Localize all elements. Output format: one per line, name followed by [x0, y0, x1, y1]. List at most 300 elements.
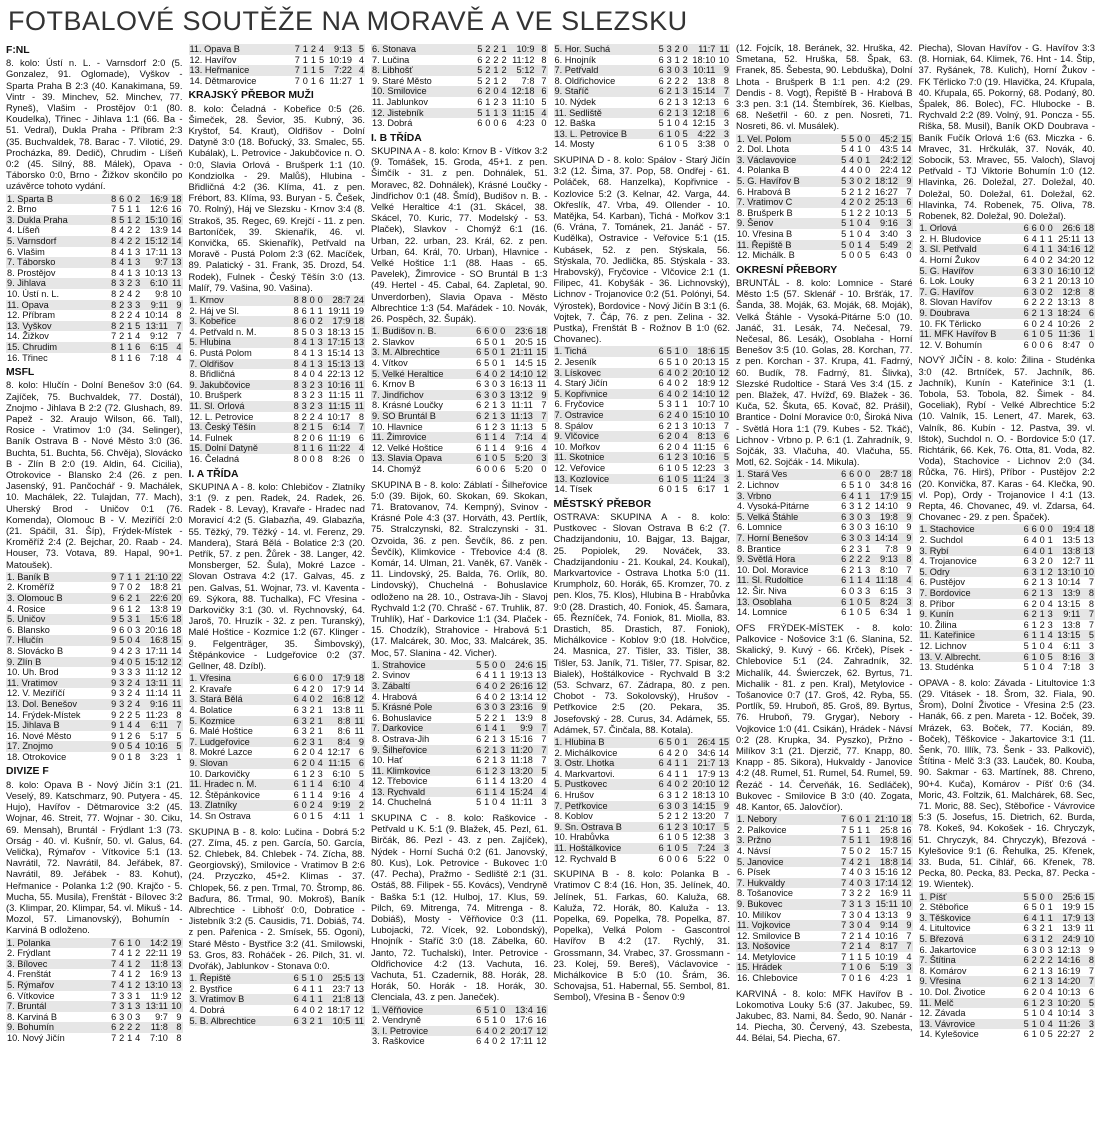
- table-cell: 3: [119, 677, 125, 688]
- table-row: [554, 389, 731, 400]
- table-cell: 6: [293, 715, 299, 726]
- table-cell: 0: [492, 336, 498, 347]
- table-cell: 1: [309, 305, 315, 316]
- table-cell: 3: [723, 462, 729, 473]
- table-cell: 6: [293, 789, 299, 800]
- table-cell: 0: [492, 702, 498, 713]
- table-cell: 3: [1047, 577, 1053, 588]
- team-name: 3. Dukla Praha: [6, 215, 109, 226]
- table-cell: 24:6: [506, 660, 534, 671]
- table-cell: 9: [906, 501, 912, 512]
- table-cell: 7: [841, 877, 847, 888]
- table-row: [371, 400, 548, 411]
- table-row: [371, 86, 548, 97]
- table-cell: 3: [119, 1001, 125, 1012]
- team-name: 6. Stonava: [371, 44, 475, 55]
- table-cell: 1: [857, 490, 863, 501]
- page-headline: FOTBALOVÉ SOUTĚŽE NA MORAVĚ A VE SLEZSKU: [8, 6, 688, 36]
- table-row: [919, 287, 1096, 298]
- table-cell: 1: [493, 75, 499, 86]
- table-cell: 0: [119, 741, 125, 752]
- table-cell: 16:9: [150, 969, 168, 980]
- results-paragraph: Piecha), Slovan Havířov - G. Havířov 3:3 (8. Horniak, 64. Klimek, 76. Hnt - 14. Štip, 37. Ryšánek, 78. Kulich), Horní Žukov - FK Těrlicko 7:0 (19. Hlavička, 24. Křupala, 40. Křupala, 65. Pokorný, 68. Podaný, 80. Špalek, 86. Bolec), FC. Hlubocke - B. Rychvald 2:2 (89. Volný, 91. Poncza - 55. Riška, 58. Musil), Baník OKD Doubrava - Baník Fučík Orlová 1:6 (63. Miczka - 6. Mravec, 31. Hrčkulák, 37. Novák, 40. Sobocik, 53. Mravec, 55. Valoch), Slavoj Petřvald - TJ Viktorie Bohumín 1:0 (12. Hlavinka, 26. Doležal, 27. Doležal, 40. Doležal, 50. Doležal, 61. Doležal, 62. Hlavinka, 74. Robenek, 75. Oliva, 78. Robenek, 82. Doležal, 90. Doležal).: [918, 42, 1095, 222]
- table-row: [371, 734, 548, 745]
- table-cell: 9:13: [871, 554, 899, 565]
- table-cell: 6: [899, 197, 913, 208]
- team-name: 12. Závada: [919, 1008, 966, 1019]
- table-cell: 11:15: [693, 441, 716, 452]
- team-name: 5. Kopřivnice: [554, 389, 657, 400]
- table-cell: 1: [492, 776, 498, 787]
- team-name: 6. Blansko: [7, 624, 50, 635]
- table-row: [554, 421, 731, 432]
- table-cell: 21:10: [871, 814, 899, 825]
- table-cell: 5: [119, 214, 125, 225]
- table-cell: 6: [849, 469, 855, 480]
- table-row: [189, 348, 366, 359]
- table-cell: 10:17: [327, 411, 351, 422]
- table-cell: 0: [865, 133, 871, 144]
- table-cell: 4: [541, 442, 547, 453]
- table-cell: 13:8: [332, 704, 351, 715]
- team-name: 11. Vojkovice: [736, 920, 839, 931]
- table-cell: 2: [484, 755, 490, 766]
- table-cell: 16: [171, 204, 182, 215]
- team-name: 12. L. Petrovice: [189, 411, 254, 422]
- table-cell: 1: [1047, 545, 1053, 556]
- table-cell: 6: [1023, 318, 1029, 329]
- table-cell: 2: [674, 747, 680, 758]
- table-cell: 8:47: [1062, 339, 1081, 350]
- team-name: 9. Staříč: [554, 86, 657, 97]
- team-name: 12. Rychvald B: [554, 853, 617, 864]
- table-row: [736, 607, 913, 618]
- table-cell: 18:24: [1054, 308, 1082, 319]
- news-column: [919, 42, 1096, 1120]
- table-cell: 7: [111, 1032, 117, 1043]
- team-name: 13. Zlatníky: [189, 800, 292, 811]
- table-cell: 5: [317, 422, 323, 433]
- table-row: [6, 247, 183, 258]
- table-cell: 1: [492, 400, 498, 411]
- table-row: [919, 892, 1096, 903]
- table-cell: 7: [111, 969, 117, 980]
- table-cell: 4: [849, 877, 855, 888]
- table-cell: 6: [476, 357, 482, 368]
- table-cell: 6: [658, 409, 664, 420]
- team-name: 4. Líšeň: [7, 225, 40, 236]
- table-cell: 7: [111, 937, 117, 948]
- table-cell: 7: [1088, 577, 1094, 588]
- table-cell: 8: [111, 267, 117, 278]
- team-name: 2. Bystřice: [189, 983, 233, 994]
- team-name: 10. Mořkov: [554, 441, 600, 452]
- table-cell: 0: [127, 624, 133, 635]
- table-cell: 4: [682, 441, 688, 452]
- table-cell: 1: [1039, 577, 1045, 588]
- table-cell: 10:13: [692, 420, 716, 431]
- table-cell: 8: [1081, 287, 1095, 298]
- table-cell: 5:20: [515, 463, 533, 474]
- table-cell: 6: [658, 832, 664, 843]
- table-cell: 12: [716, 389, 730, 400]
- team-name: 3. Vratimov B: [189, 994, 292, 1005]
- team-name: 15. Hrádek: [736, 962, 839, 973]
- table-cell: 12: [536, 1036, 547, 1047]
- team-name: 2. Frýdlant: [7, 948, 51, 959]
- table-cell: 15: [716, 737, 730, 748]
- table-cell: 5: [353, 44, 365, 55]
- table-cell: 2: [849, 564, 855, 575]
- table-cell: 11: [901, 888, 912, 899]
- table-cell: 0: [500, 326, 506, 337]
- table-cell: 21:7: [689, 758, 717, 769]
- table-cell: 4: [849, 856, 855, 867]
- table-cell: 18:17: [327, 1004, 351, 1015]
- table-cell: 8: [293, 305, 299, 316]
- table-cell: 0: [1039, 339, 1045, 350]
- table-cell: 18: [171, 624, 182, 635]
- table-cell: 3: [135, 667, 141, 678]
- table-cell: 0: [682, 409, 688, 420]
- table-cell: 10: [169, 1001, 183, 1012]
- table-row: [371, 76, 548, 87]
- table-row: [554, 346, 731, 357]
- table-cell: 3: [317, 400, 323, 411]
- table-cell: 1: [857, 480, 863, 490]
- table-cell: 5:20: [506, 453, 534, 464]
- table-cell: 7: [111, 979, 117, 990]
- table-cell: 2: [351, 800, 365, 811]
- table-cell: 2: [301, 422, 307, 433]
- table-cell: 10:5: [324, 1016, 352, 1027]
- table-cell: 15: [899, 134, 913, 145]
- table-cell: 7: [906, 930, 912, 941]
- table-cell: 13: [718, 768, 729, 779]
- team-name: 11. Opava: [6, 300, 109, 311]
- table-cell: 19: [171, 948, 182, 959]
- table-cell: 13:4: [506, 1005, 534, 1016]
- table-cell: 14: [171, 645, 182, 656]
- table-cell: 1: [119, 341, 125, 352]
- table-cell: 5:22: [697, 853, 716, 864]
- table-cell: 11:8: [141, 959, 169, 970]
- table-cell: 5: [849, 824, 855, 835]
- table-cell: 4: [119, 225, 125, 236]
- table-cell: 11: [351, 716, 365, 727]
- table-cell: 6: [1081, 308, 1095, 319]
- table-cell: 12:18: [689, 108, 717, 119]
- table-cell: 9: [111, 688, 117, 699]
- team-name: 4. Dobrá: [189, 1004, 225, 1015]
- table-cell: 18: [351, 316, 365, 327]
- team-name: 3. Sl. Petřvald: [919, 244, 1022, 255]
- table-cell: 4:22: [689, 129, 717, 140]
- table-cell: 16: [169, 215, 183, 226]
- table-cell: 0: [1039, 1008, 1045, 1019]
- table-row: [919, 934, 1096, 945]
- table-cell: 5: [484, 1015, 490, 1026]
- table-cell: 5: [318, 54, 325, 65]
- table-cell: 0: [309, 757, 315, 768]
- table-cell: 3: [541, 797, 547, 808]
- team-name: 4. Petřvald n. M.: [189, 326, 257, 337]
- table-cell: 3: [849, 920, 855, 931]
- table-cell: 4: [500, 776, 506, 787]
- table-cell: 1: [309, 337, 315, 348]
- table-cell: 13: [536, 670, 547, 681]
- table-cell: 1: [865, 835, 871, 846]
- table-cell: 9:7: [141, 257, 169, 268]
- table-cell: 0: [127, 1011, 133, 1022]
- table-row: [371, 379, 548, 390]
- table-cell: 0: [857, 867, 863, 878]
- table-cell: 6: [476, 786, 482, 797]
- table-cell: 2: [119, 331, 125, 342]
- table-row: [189, 769, 366, 780]
- table-cell: 11:27: [329, 75, 352, 86]
- table-cell: 8: [723, 75, 729, 86]
- table-cell: 6: [658, 107, 664, 118]
- team-name: 5. Rýmařov: [6, 980, 109, 991]
- table-row: [736, 586, 913, 597]
- table-cell: 20: [169, 593, 183, 604]
- table-cell: 1: [666, 832, 672, 843]
- team-name: 8. Krásné Loučky: [372, 400, 443, 411]
- table-cell: 0: [1039, 223, 1045, 234]
- table-cell: 0: [493, 86, 499, 97]
- team-name: 10. Hrabůvka: [554, 832, 610, 843]
- table-cell: 8: [358, 411, 364, 422]
- table-cell: 10: [1081, 934, 1095, 945]
- table-row: [189, 65, 366, 76]
- table-cell: 8:10: [880, 564, 898, 575]
- table-cell: 2: [309, 726, 315, 737]
- table-cell: 15: [536, 336, 547, 347]
- table-cell: 12: [171, 667, 182, 678]
- table-cell: 1: [492, 670, 498, 681]
- team-name: 10. FK Těrlicko: [919, 318, 982, 329]
- table-cell: 3: [500, 410, 506, 421]
- table-cell: 6: [476, 755, 482, 766]
- table-row: [919, 577, 1096, 588]
- table-cell: 7: [541, 755, 547, 766]
- table-cell: 9:16: [515, 442, 533, 453]
- table-cell: 1: [484, 453, 490, 464]
- table-cell: 12: [901, 165, 912, 176]
- table-row: [736, 910, 913, 921]
- table-cell: 8: [111, 214, 117, 225]
- table-cell: 1: [1031, 640, 1037, 651]
- table-cell: 1: [1039, 244, 1045, 255]
- team-name: 4. Trojanovice: [919, 556, 977, 567]
- table-cell: 6:10: [141, 278, 169, 289]
- team-name: 11. Melč: [919, 998, 1022, 1009]
- table-cell: 7: [111, 204, 117, 215]
- table-cell: 10:16: [324, 380, 352, 391]
- table-row: [919, 588, 1096, 599]
- table-cell: 0: [1039, 524, 1045, 535]
- table-cell: 10:19: [874, 951, 898, 962]
- table-row: [371, 358, 548, 369]
- table-cell: 5: [500, 453, 506, 464]
- table-cell: 4: [318, 44, 325, 54]
- standings-table: [6, 938, 183, 1044]
- table-cell: 17:9: [324, 673, 352, 684]
- table-cell: 13:15: [1054, 630, 1082, 641]
- table-cell: 1: [1031, 662, 1037, 673]
- table-cell: 15: [1081, 892, 1095, 903]
- table-cell: 3: [716, 129, 730, 140]
- table-row: [371, 422, 548, 433]
- table-cell: 10: [718, 54, 729, 65]
- table-cell: 2: [135, 603, 141, 614]
- table-cell: 12: [718, 378, 729, 389]
- table-cell: 3: [723, 118, 729, 129]
- table-cell: 4: [865, 920, 871, 931]
- table-cell: 15: [536, 357, 547, 368]
- table-cell: 2: [682, 388, 688, 399]
- table-cell: 5: [1023, 1008, 1029, 1019]
- table-row: [189, 1016, 366, 1027]
- table-cell: 13: [171, 246, 182, 257]
- standings-table: [919, 223, 1096, 350]
- table-cell: 6: [658, 128, 664, 139]
- table-cell: 6: [293, 694, 299, 705]
- table-cell: 8: [135, 751, 141, 762]
- table-cell: 3: [500, 421, 506, 432]
- table-cell: 6: [841, 554, 847, 565]
- table-cell: 0: [1039, 255, 1045, 266]
- team-name: 3. I. Petrovice: [371, 1026, 474, 1037]
- table-cell: 1: [1031, 997, 1037, 1008]
- table-cell: 5: [841, 144, 847, 155]
- table-cell: 6: [358, 432, 364, 443]
- team-name: 6. Krnov B: [372, 379, 415, 390]
- table-cell: 13:12: [506, 390, 534, 401]
- table-cell: 2: [682, 54, 688, 65]
- table-cell: 2: [135, 1022, 141, 1033]
- table-cell: 15: [718, 356, 729, 367]
- table-row: [371, 432, 548, 443]
- table-cell: 2: [857, 207, 863, 218]
- table-cell: 5: [1047, 651, 1053, 662]
- table-cell: 0: [309, 295, 315, 306]
- table-cell: 4: [849, 144, 855, 155]
- table-cell: 0: [674, 118, 680, 129]
- table-cell: 8: [111, 257, 117, 268]
- table-cell: 0: [500, 659, 506, 670]
- table-cell: 2: [484, 744, 490, 755]
- table-cell: 25:6: [1054, 892, 1082, 903]
- table-cell: 0: [1031, 339, 1037, 350]
- table-cell: 7: [841, 835, 847, 846]
- table-cell: 7:18: [1062, 662, 1081, 673]
- table-cell: 1: [682, 736, 688, 747]
- table-cell: 1: [674, 54, 680, 65]
- table-cell: 2: [119, 320, 125, 331]
- table-cell: 13: [1081, 913, 1095, 924]
- table-row: [6, 289, 183, 300]
- team-name: 2. Brno: [7, 204, 37, 215]
- table-cell: 3: [1047, 976, 1053, 987]
- table-cell: 1: [309, 810, 315, 821]
- table-cell: 6: [119, 937, 125, 948]
- table-cell: 10:14: [144, 310, 168, 321]
- section-heading: KRAJSKÝ PŘEBOR MUŽI: [188, 90, 314, 102]
- team-name: 8. Mokré Lazce: [189, 747, 253, 758]
- table-cell: 1: [501, 44, 507, 54]
- table-cell: 3: [723, 832, 729, 843]
- table-cell: 5: [841, 186, 847, 197]
- table-cell: 0: [309, 453, 315, 464]
- team-name: 9. Doubrava: [919, 308, 1022, 319]
- table-cell: 1: [309, 994, 315, 1005]
- team-name: 8. Koblov: [554, 811, 593, 822]
- table-cell: 3: [1039, 265, 1045, 276]
- table-cell: 13:11: [141, 678, 169, 689]
- table-cell: 4: [682, 118, 688, 129]
- table-cell: 8:6: [337, 726, 351, 737]
- team-name: 12. Šir. Niva: [737, 585, 787, 596]
- table-cell: 4: [666, 378, 672, 389]
- table-cell: 2: [127, 730, 133, 741]
- table-cell: 24:9: [1054, 934, 1082, 945]
- table-cell: 3: [899, 597, 913, 608]
- table-cell: 12:7: [1062, 556, 1081, 567]
- table-cell: 4: [119, 267, 125, 278]
- team-name: 1. Věřňovice: [371, 1005, 474, 1016]
- team-name: 3. Zábaltí: [371, 681, 474, 692]
- table-row: [554, 801, 731, 812]
- team-name: 6. Vlašim: [7, 246, 45, 257]
- table-cell: 4: [135, 310, 141, 321]
- table-cell: 16:8: [324, 694, 352, 705]
- table-cell: 14: [901, 144, 912, 155]
- table-cell: 2: [1039, 318, 1045, 329]
- table-row: [736, 176, 913, 187]
- table-row: [736, 229, 913, 240]
- table-cell: 6: [119, 193, 125, 204]
- team-name: 2. Lichnov: [737, 480, 779, 490]
- table-cell: 7:8: [521, 75, 535, 86]
- table-cell: 6: [841, 532, 847, 543]
- table-cell: 6: [841, 596, 847, 607]
- team-name: 7. Táborsko: [6, 257, 109, 268]
- table-cell: 4: [135, 677, 141, 688]
- table-cell: 0: [674, 779, 680, 790]
- table-cell: 2: [500, 680, 506, 691]
- table-cell: 2: [127, 278, 133, 289]
- team-name: 5. Březová: [919, 934, 1022, 945]
- table-cell: 9: [111, 730, 117, 741]
- table-cell: 5: [682, 473, 688, 484]
- table-row: [6, 678, 183, 689]
- section-heading: OKRESNÍ PŘEBORY: [736, 264, 838, 276]
- table-cell: 8: [111, 352, 117, 363]
- table-cell: 2: [309, 800, 315, 811]
- table-cell: 1: [674, 768, 680, 779]
- table-cell: 0: [1039, 986, 1045, 997]
- table-cell: 0: [674, 842, 680, 853]
- table-cell: 3: [500, 702, 506, 713]
- table-cell: 7: [541, 400, 547, 411]
- team-name: 11. Opava B: [189, 44, 293, 55]
- table-cell: 3: [666, 789, 672, 800]
- table-cell: 23:16: [506, 702, 534, 713]
- table-cell: 7: [1081, 976, 1095, 987]
- results-paragraph: BRUNTÁL - 8. kolo: Lomnice - Staré Město 1:5 (57. Sklenář - 10. Bršťák, 17. Šanda, 38. Moják, 63. Moják, 68. Moják), Velká Štáhle - Vysoká-Pitárne 5:0 (10. Janáč, 31. Lesák, 74. Nečesal, 79. Nečesal, 86. Lesák), Osoblaha - Horní Benešov 3:5 (10. Golas, 28. Korchan, 77. z pen. Korchan - 37. Krupa, 41. Fadrný, 60. Budík, 78. Fadrný, 81. Šlivka), Slezské Rudoltice - Stará Ves 3:4 (15. z pen. Blažek, 47. Hvížď, 69. Blažek - 36. Kuča, 52. Škuta, 65. Kovač, 82. Prášil), Brantice - Dolní Moravice 0:0, Široká Niva - Světlá Hora 1:1 (79. Kubes - 52. Tkáč), Lichnov - Vrbno p. P. 6:1 (1. Zahradník, 9. Sojčák, 33. Vlačuha, 40. Vlačuha, 55. Motl, 62. Sojčák - 14. Mikula).: [736, 276, 913, 468]
